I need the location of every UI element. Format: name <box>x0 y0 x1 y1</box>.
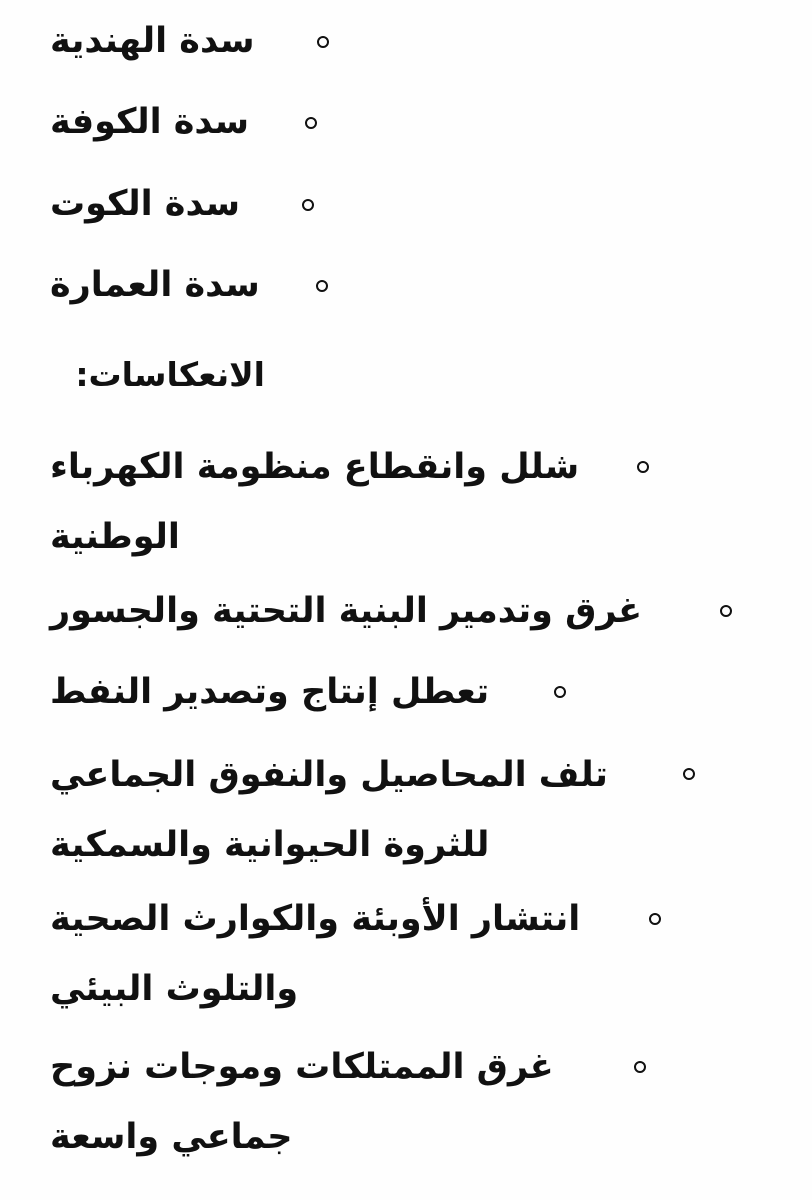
bullet-icon <box>649 913 661 925</box>
list-item <box>50 1032 592 1172</box>
impact-text: غرق الممتلكات وموجات نزوح جماعي واسعة <box>50 1047 554 1157</box>
bullet-icon <box>554 686 566 698</box>
section-heading: الانعكاسات: <box>75 355 265 394</box>
dam-name: سدة العمارة <box>50 265 260 305</box>
list-item <box>50 6 272 76</box>
list-item <box>50 87 260 157</box>
bullet-icon <box>637 461 649 473</box>
list-item <box>50 657 512 727</box>
list-item <box>50 250 271 320</box>
list-item <box>50 169 257 239</box>
impact-text: غرق وتدمير البنية التحتية والجسور <box>50 591 643 631</box>
dam-name: سدة الكوفة <box>50 102 250 142</box>
dam-name: سدة الكوت <box>50 184 241 224</box>
impact-text: شلل وانقطاع منظومة الكهرباء الوطنية <box>50 447 580 557</box>
bullet-icon <box>720 605 732 617</box>
bullet-icon <box>302 199 314 211</box>
impact-text: تلف المحاصيل والنفوق الجماعي للثروة الحيوانية والسمكية <box>50 755 608 865</box>
bullet-icon <box>305 117 317 129</box>
bullet-icon <box>683 768 695 780</box>
list-item <box>50 576 678 646</box>
list-item <box>50 432 595 572</box>
list-item <box>50 740 640 880</box>
impact-text: انتشار الأوبئة والكوارث الصحية والتلوث البيئي <box>50 899 581 1009</box>
bullet-icon <box>634 1061 646 1073</box>
bullet-icon <box>316 280 328 292</box>
list-item <box>50 884 607 1024</box>
bullet-icon <box>317 36 329 48</box>
dam-name: سدة الهندية <box>50 21 255 61</box>
impact-text: تعطل إنتاج وتصدير النفط <box>50 672 490 712</box>
